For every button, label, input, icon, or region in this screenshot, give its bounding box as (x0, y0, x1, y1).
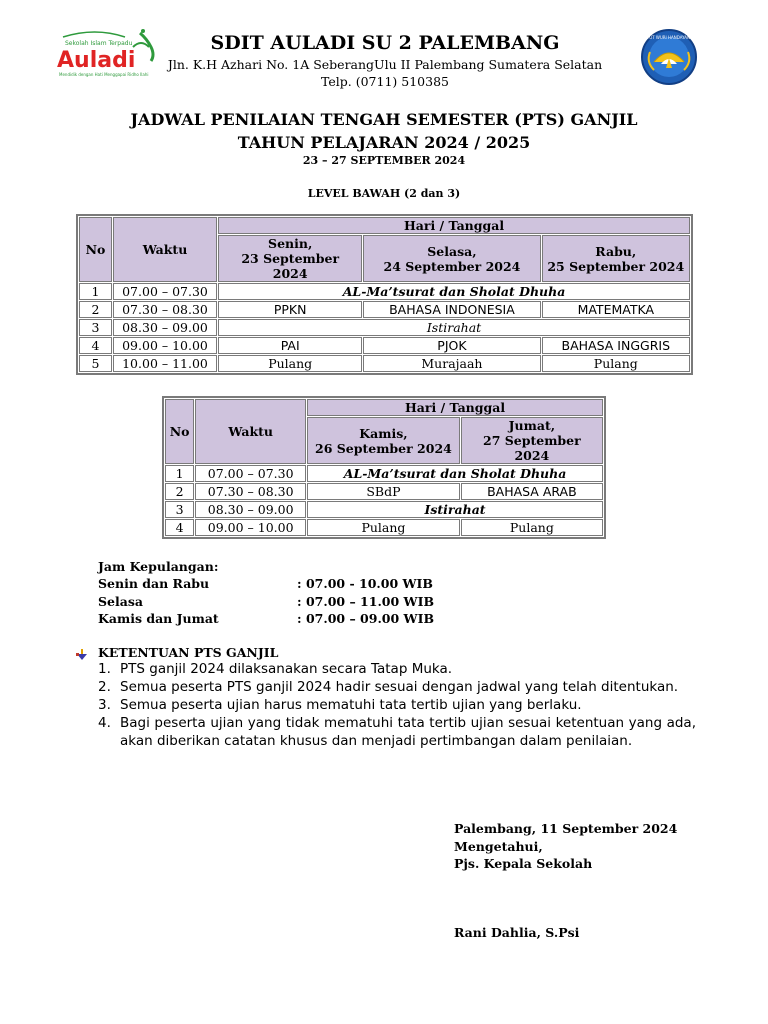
list-item (98, 714, 696, 750)
signature-acknowledged: Mengetahui, (454, 839, 543, 854)
table-row (165, 465, 603, 482)
day-header: Jumat, 27 September 2024 (461, 417, 603, 464)
dismissal-value: : 07.00 - 10.00 WIB (297, 576, 433, 591)
table-row (79, 319, 690, 336)
subject-cell: Pulang (307, 519, 460, 536)
col-header-no: No (165, 399, 194, 464)
dismissal-value: : 07.00 – 11.00 WIB (297, 594, 435, 609)
row-no: 4 (165, 519, 194, 536)
signature-position: Pjs. Kepala Sekolah (454, 856, 593, 871)
row-no: 4 (79, 337, 112, 354)
row-no: 1 (165, 465, 194, 482)
subject-cell: BAHASA INGGRIS (542, 337, 690, 354)
dismissal-value: : 07.00 – 09.00 WIB (297, 611, 435, 626)
list-item-text: PTS ganjil 2024 dilaksanakan secara Tatap Muka. (120, 661, 453, 677)
list-item (98, 660, 696, 678)
school-address: Jln. K.H Azhari No. 1A SeberangUlu II Palembang Sumatera Selatan (167, 57, 603, 72)
table-row (165, 483, 603, 500)
row-time: 07.30 – 08.30 (195, 483, 306, 500)
school-logo (55, 25, 165, 80)
row-no: 1 (79, 283, 112, 300)
row-time: 07.00 – 07.30 (195, 465, 306, 482)
row-no: 3 (165, 501, 194, 518)
level-label: LEVEL BAWAH (2 dan 3) (307, 187, 461, 200)
provisions-title: KETENTUAN PTS GANJIL (98, 645, 279, 660)
dismissal-title: Jam Kepulangan: (98, 559, 219, 574)
schedule-table-level-bawah-1 (76, 214, 693, 375)
signature-name: Rani Dahlia, S.Psi (454, 925, 580, 940)
dismissal-label: Senin dan Rabu (98, 576, 210, 591)
row-time: 08.30 – 09.00 (113, 319, 217, 336)
school-phone: Telp. (0711) 510385 (321, 74, 449, 89)
row-span-activity: Istirahat (218, 319, 690, 336)
subject-cell: SBdP (307, 483, 460, 500)
subject-cell: Pulang (218, 355, 362, 372)
row-no: 5 (79, 355, 112, 372)
list-item-number: 2. (98, 679, 111, 695)
list-item-number: 1. (98, 661, 111, 677)
subject-cell: BAHASA ARAB (461, 483, 603, 500)
schedule-table-level-bawah-2 (162, 396, 606, 539)
subject-cell: BAHASA INDONESIA (363, 301, 540, 318)
row-span-activity: AL-Ma’tsurat dan Sholat Dhuha (307, 465, 603, 482)
logo-brand: Auladi (57, 48, 136, 73)
list-item (98, 678, 696, 696)
tut-wuri-handayani-emblem-icon (636, 28, 702, 86)
list-item-text: Semua peserta ujian harus mematuhi tata tertib ujian yang berlaku. (120, 697, 582, 713)
date-range: 23 – 27 SEPTEMBER 2024 (302, 154, 466, 167)
list-item-number: 3. (98, 697, 111, 713)
subject-cell: PPKN (218, 301, 362, 318)
subject-cell: Pulang (542, 355, 690, 372)
dismissal-row (98, 594, 498, 612)
subject-cell: MATEMATKA (542, 301, 690, 318)
col-header-day-group: Hari / Tanggal (218, 217, 690, 234)
table-row (79, 283, 690, 300)
row-time: 07.00 – 07.30 (113, 283, 217, 300)
col-header-time: Waktu (113, 217, 217, 282)
row-time: 10.00 – 11.00 (113, 355, 217, 372)
row-no: 2 (165, 483, 194, 500)
provisions-list (98, 660, 696, 750)
list-item-text: Semua peserta PTS ganjil 2024 hadir sesuai dengan jadwal yang telah ditentukan. (120, 679, 679, 695)
subject-cell: PAI (218, 337, 362, 354)
school-name: SDIT AULADI SU 2 PALEMBANG (210, 32, 560, 54)
table-row (165, 501, 603, 518)
table-row (79, 301, 690, 318)
list-item-number: 4. (98, 715, 111, 731)
row-span-activity: AL-Ma’tsurat dan Sholat Dhuha (218, 283, 690, 300)
col-header-day-group: Hari / Tanggal (307, 399, 603, 416)
table-row (79, 337, 690, 354)
row-time: 09.00 – 10.00 (195, 519, 306, 536)
document-title: JADWAL PENILAIAN TENGAH SEMESTER (PTS) GANJIL (130, 110, 638, 129)
table-row (165, 519, 603, 536)
col-header-time: Waktu (195, 399, 306, 464)
day-header: Senin, 23 September 2024 (218, 235, 362, 282)
dismissal-row (98, 611, 498, 629)
row-no: 2 (79, 301, 112, 318)
row-time: 08.30 – 09.00 (195, 501, 306, 518)
subject-cell: PJOK (363, 337, 540, 354)
list-item-text: Bagi peserta ujian yang tidak mematuhi tata tertib ujian sesuai ketentuan yang ada, akan diberikan catatan khusus dan menjadi pertimbangan dalam penilaian. (120, 715, 696, 749)
subject-cell: Murajaah (363, 355, 540, 372)
day-header: Selasa, 24 September 2024 (363, 235, 540, 282)
row-span-activity: Istirahat (307, 501, 603, 518)
dismissal-row (98, 576, 498, 594)
signature-place-date: Palembang, 11 September 2024 (454, 821, 678, 836)
day-header: Rabu, 25 September 2024 (542, 235, 690, 282)
day-header: Kamis, 26 September 2024 (307, 417, 460, 464)
subject-cell: Pulang (461, 519, 603, 536)
academic-year: TAHUN PELAJARAN 2024 / 2025 (237, 133, 531, 152)
list-item (98, 696, 696, 714)
row-time: 09.00 – 10.00 (113, 337, 217, 354)
col-header-no: No (79, 217, 112, 282)
row-time: 07.30 – 08.30 (113, 301, 217, 318)
table-row (79, 355, 690, 372)
logo-tagline: Mendidik dengan Hati Menggapai Ridho Ilahi (59, 72, 149, 77)
dismissal-label: Selasa (98, 594, 143, 609)
emblem-text: TUT WURI HANDAYANI (646, 35, 692, 40)
bullet-arrow-icon (76, 646, 88, 658)
row-no: 3 (79, 319, 112, 336)
dismissal-label: Kamis dan Jumat (98, 611, 219, 626)
logo-top-text: Sekolah Islam Terpadu (65, 40, 133, 47)
